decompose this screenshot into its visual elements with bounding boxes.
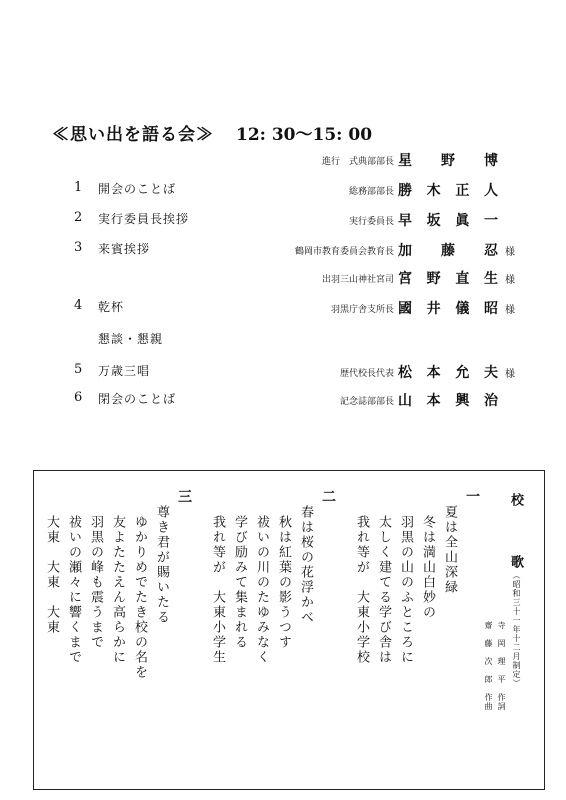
item-number: 1 [74,180,83,195]
lyric-line: 羽黒の峰も震うまで [88,515,103,650]
song-date: （昭和三十一年十二月制定） [512,571,521,688]
speaker-role: 出羽三山神社宮司 [321,275,394,285]
program-item [0,330,566,350]
name-char: 國 [398,301,412,317]
speaker-role: 実行委員長 [348,217,394,227]
name-char: 藤 [441,243,455,259]
speaker-name [398,180,498,200]
name-char: 本 [426,365,441,381]
program-item [0,362,566,382]
name-char: 正 [455,183,470,199]
lyric-line: 我れ等が 大東小学校 [354,515,369,665]
honorific: 様 [505,275,515,286]
school-song-box [33,470,545,790]
speaker-name [398,150,498,170]
name-char: 儀 [455,301,470,317]
honorific: 様 [505,369,515,380]
program-item [0,390,566,410]
name-char: 星 [398,153,412,169]
program-item [0,210,566,230]
speaker-role: 記念誌部部長 [339,397,394,407]
speaker-name [398,362,498,382]
name-char: 野 [441,153,455,169]
speaker-role: 歴代校長代表 [339,369,394,379]
item-number: 6 [74,390,83,405]
event-name: ≪思い出を語る会≫ [52,125,214,145]
lyric-line: 夏は全山深緑 [442,505,457,595]
honorific: 様 [505,305,515,316]
song-composer: 齋 藤 次 郎 作曲 [484,621,493,711]
item-number: 3 [74,240,83,255]
speaker-name [398,298,498,318]
name-char: 山 [398,393,412,409]
lyric-line: 学び励みて集まれる [232,515,247,650]
name-char: 木 [426,183,441,199]
name-char: 一 [483,213,498,229]
name-char: 勝 [398,183,412,199]
item-number: 4 [74,298,83,313]
item-label: 乾杯 [98,300,125,314]
name-char: 坂 [426,213,441,229]
program-item [0,240,566,260]
verse-number: 一 [464,489,480,505]
item-label: 閉会のことば [98,392,177,406]
event-time: 12: 30〜15: 00 [236,125,373,145]
honorific: 様 [505,247,515,258]
item-label: 開会のことば [98,182,177,196]
lyric-line: 祓いの瀬々に響くまで [66,515,81,665]
speaker-role: 進行 式典部部長 [321,157,394,167]
name-char: 野 [426,271,441,287]
song-lyricist: 寺 岡 理 平 作詞 [497,621,506,711]
name-char: 生 [483,271,498,287]
program-item [0,298,566,318]
verse-number: 二 [320,489,336,505]
lyric-line: 尊き君が賜いたる [154,505,169,625]
speaker-role: 鶴岡市教育委員会教育長 [294,247,394,257]
name-char: 井 [426,301,441,317]
lyric-line: ゆかりめでたき校の名を [132,515,147,680]
lyric-line: 春は桜の花浮かべ [298,505,313,625]
lyric-line: 羽黒の山のふところに [398,515,413,665]
speaker-name [398,390,498,410]
lyric-line: 大東 大東 大東 [44,515,59,635]
name-char: 宮 [398,271,412,287]
name-char: 忍 [484,243,498,259]
lyric-line: 秋は紅葉の影うつす [276,515,291,650]
name-char: 直 [455,271,470,287]
lyric-line: 友よたたえん高らかに [110,515,125,665]
lyric-line: 我れ等が 大東小学生 [210,515,225,665]
speaker-role: 羽黒庁舎支所長 [330,305,394,315]
name-char: 昭 [483,301,498,317]
speaker-name [398,240,498,260]
verse-number: 三 [176,489,192,505]
name-char: 允 [455,365,470,381]
item-label: 万歳三唱 [98,364,151,378]
name-char: 加 [398,243,412,259]
name-char: 治 [483,393,498,409]
item-number: 2 [74,210,83,225]
item-label: 来賓挨拶 [98,242,151,256]
event-title [52,120,372,145]
name-char: 松 [398,365,412,381]
name-char: 博 [484,153,498,169]
name-char: 人 [483,183,498,199]
program-item [0,268,566,288]
lyric-line: 祓いの川のたゆみなく [254,515,269,665]
name-char: 夫 [483,365,498,381]
name-char: 早 [398,213,412,229]
speaker-name [398,268,498,288]
lyric-line: 太しく建てる学び舎は [376,515,391,665]
name-char: 眞 [455,213,470,229]
item-number: 5 [74,362,83,377]
song-title: 校 歌 [508,493,523,586]
lyric-line: 冬は満山白妙の [420,515,435,620]
item-label: 懇談・懇親 [98,332,164,346]
speaker-name [398,210,498,230]
name-char: 興 [455,393,470,409]
name-char: 本 [426,393,441,409]
item-label: 実行委員長挨拶 [98,212,190,226]
program-item [0,180,566,200]
speaker-role: 総務部部長 [348,187,394,197]
moderator-row [0,150,566,170]
